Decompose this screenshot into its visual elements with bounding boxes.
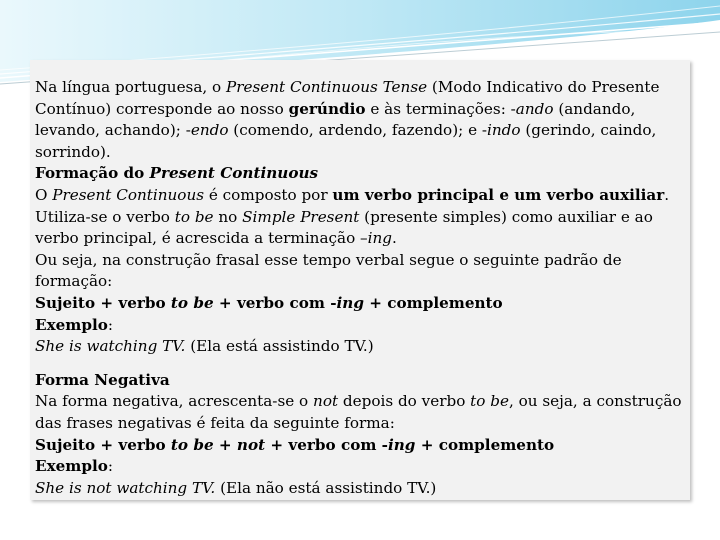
formation-heading: Formação do Present Continuous: [35, 164, 319, 183]
example-sentence-1: She is watching TV. (Ela está assistindo TV.): [35, 337, 374, 356]
example-sentence-2: She is not watching TV. (Ela não está assistindo TV.): [35, 478, 437, 497]
paragraph-gap: [35, 358, 685, 370]
example-label-1: Exemplo:: [35, 315, 114, 334]
pattern-intro: Ou seja, na construção frasal esse tempo verbal segue o seguinte padrão de formação:: [35, 250, 622, 291]
content-panel: [30, 60, 690, 500]
slide-text: [35, 77, 685, 499]
negative-formula: Sujeito + verbo to be + not + verbo com -ing + complemento: [35, 435, 555, 454]
intro-paragraph: Na língua portuguesa, o Present Continuous Tense (Modo Indicativo do Presente Contínuo) corresponde ao nosso gerúndio e às terminações: -ando (andando, levando, achando); -endo (comendo, ardendo, fazendo); e -indo (gerindo, caindo, sorrindo).: [35, 78, 660, 161]
negative-intro: Na forma negativa, acrescenta-se o not depois do verbo to be, ou seja, a construção das frases negativas é feita da seguinte forma:: [35, 392, 682, 432]
negative-heading: Forma Negativa: [35, 370, 170, 389]
example-label-2: Exemplo:: [35, 457, 114, 476]
composition-paragraph: O Present Continuous é composto por um verbo principal e um verbo auxiliar.: [35, 185, 670, 204]
affirmative-formula: Sujeito + verbo to be + verbo com -ing + complemento: [35, 293, 503, 312]
usage-paragraph: Utiliza-se o verbo to be no Simple Present (presente simples) como auxiliar e ao verbo principal, é acrescida a terminação –ing.: [35, 207, 653, 248]
